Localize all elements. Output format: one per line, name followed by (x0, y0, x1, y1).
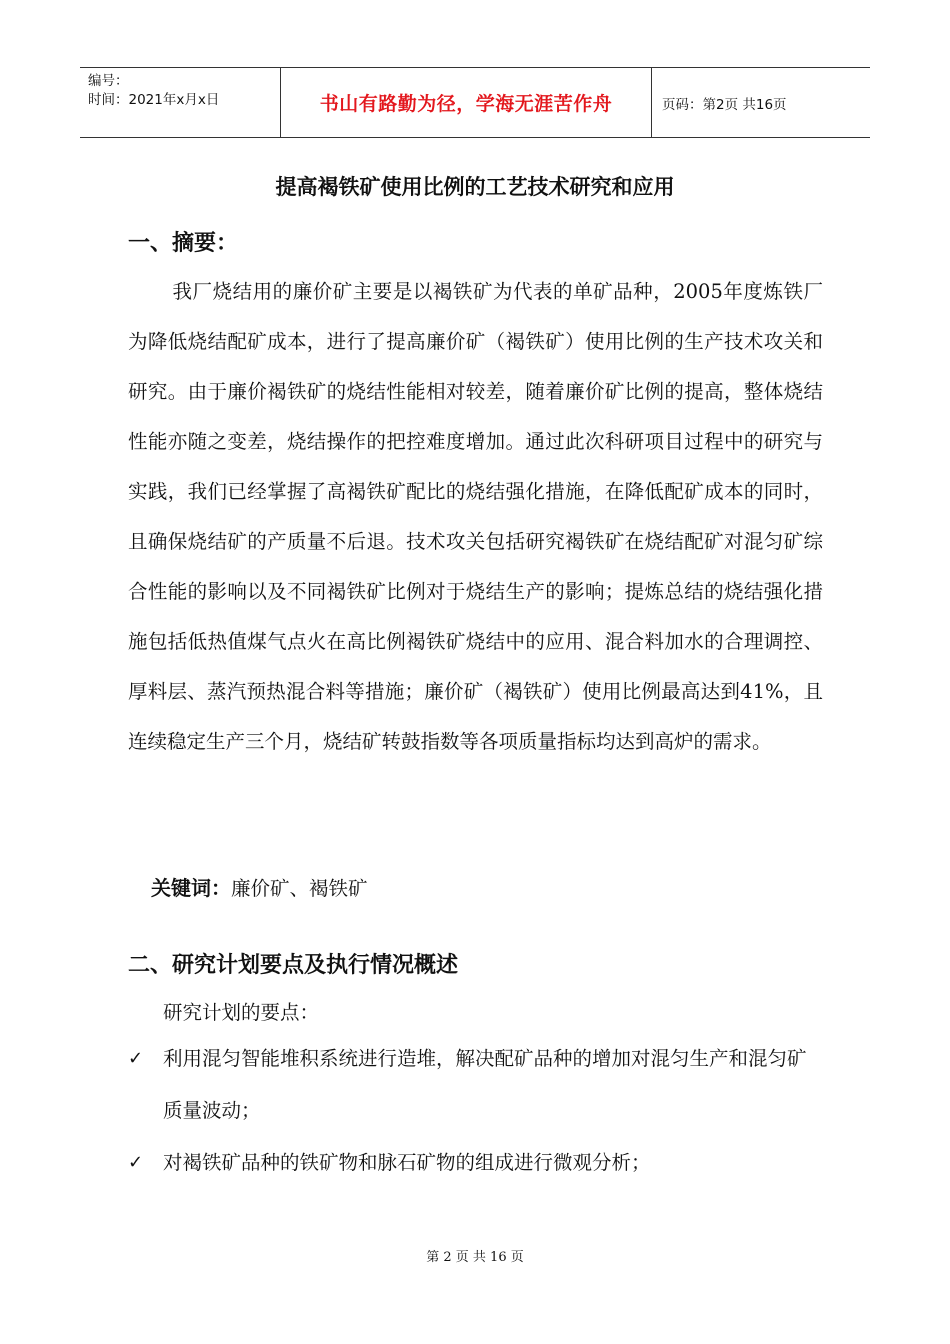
abstract-paragraph (128, 267, 823, 767)
header-meta (80, 68, 281, 137)
page-info: 页码：第2页 共16页 (662, 96, 787, 113)
abstract-text: 我厂烧结用的廉价矿主要是以褐铁矿为代表的单矿品种，2005年度炼铁厂为降低烧结配矿成本，进行了提高廉价矿（褐铁矿）使用比例的生产技术攻关和研究。由于廉价褐铁矿的烧结性能相对较差，随着廉价矿比例的提高，整体烧结性能亦随之变差，烧结操作的把控难度增加。通过此次科研项目过程中的研究与实践，我们已经掌握了高褐铁矿配比的烧结强化措施，在降低配矿成本的同时，且确保烧结矿的产质量不后退。技术攻关包括研究褐铁矿在烧结配矿对混匀矿综合性能的影响以及不同褐铁矿比例对于烧结生产的影响；提炼总结的烧结强化措施包括低热值煤气点火在高比例褐铁矿烧结中的应用、混合料加水的合理调控、厚料层、蒸汽预热混合料等措施；廉价矿（褐铁矿）使用比例最高达到41%，且连续稳定生产三个月，烧结矿转鼓指数等各项质量指标均达到高炉的需求。 (128, 280, 823, 753)
list-item-text: 利用混匀智能堆积系统进行造堆，解决配矿品种的增加对混匀生产和混匀矿质量波动； (163, 1047, 807, 1122)
number-label: 编号： (88, 73, 129, 89)
list-item (128, 1137, 823, 1189)
header-table (80, 67, 870, 138)
section-heading-plan: 二、研究计划要点及执行情况概述 (128, 953, 459, 978)
keywords-label: 关键词： (151, 876, 231, 900)
checkmark-icon: ✓ (128, 1152, 144, 1173)
plan-intro: 研究计划的要点： (163, 1001, 320, 1024)
motto-text: 书山有路勤为径，学海无涯苦作舟 (319, 93, 613, 115)
time-label: 时间：2021年x月x日 (88, 92, 220, 108)
keywords-value: 廉价矿、褐铁矿 (231, 877, 368, 900)
list-item (128, 1033, 823, 1137)
keywords-line (151, 872, 368, 901)
header-page-cell (652, 68, 870, 137)
header-motto-cell (281, 68, 652, 137)
checkmark-icon: ✓ (128, 1048, 144, 1069)
list-item-text: 对褐铁矿品种的铁矿物和脉石矿物的组成进行微观分析； (163, 1151, 651, 1174)
section-heading-abstract: 一、摘要： (128, 231, 239, 256)
document-title: 提高褐铁矿使用比例的工艺技术研究和应用 (275, 175, 675, 199)
page-footer: 第 2 页 共 16 页 (426, 1250, 524, 1265)
